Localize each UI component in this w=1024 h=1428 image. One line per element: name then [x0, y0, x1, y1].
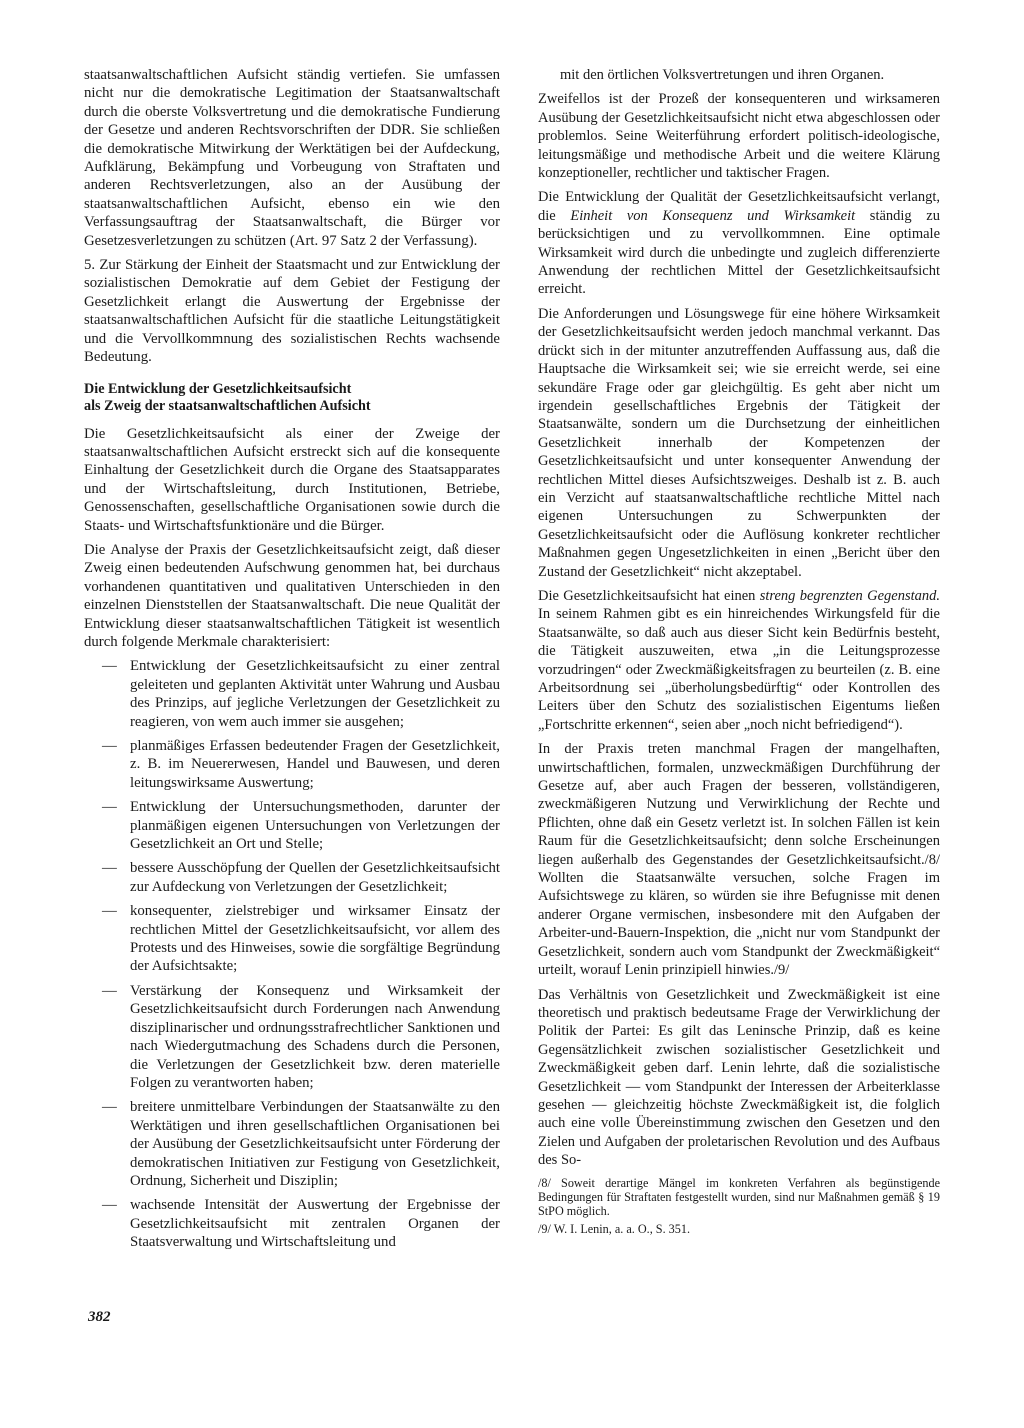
list-item: — Verstärkung der Konsequenz und Wirksamkeit der Gesetzlichkeitsaufsicht durch Forderungen nach Anwendung disziplinarischer und ordnungsstrafrechtlicher Sanktionen und nach Wiedergutmachung des Schadens durch die Personen, die Verletzungen der Gesetzlichkeit bzw. deren materielle Folgen zu verantworten haben;	[84, 982, 500, 1092]
paragraph	[538, 188, 940, 298]
emphasis: streng begrenzten Gegenstand.	[759, 587, 940, 604]
paragraph: In der Praxis treten manchmal Fragen der mangelhaften, unwirtschaftlichen, formalen, unzweckmäßigen Durchführung der Gesetze auf, aber auch Fragen der besseren, vollständigeren, zweckmäßigeren Nutzung und Verwirklichung der Rechte und Pflichten, ohne daß ein Gesetz verletzt ist. In solchen Fällen ist kein Raum für die Gesetzlichkeitsaufsicht; denn solche Erscheinungen liegen außerhalb des Gegenstandes der Gesetzlichkeitsaufsicht./8/ Wollten die Staatsanwälte versuchen, solche Fragen im Aufsichtswege zu klären, so würden sie ihre Befugnisse mit denen anderer Organe vermischen, insbesondere mit den Aufgaben der Arbeiter-und-Bauern-Inspektion, die „nicht nur vom Standpunkt der Gesetzlichkeit, sondern auch vom Standpunkt der Zweckmäßigkeit“ urteilt, worauf Lenin prinzipiell hinwies./9/	[538, 741, 940, 979]
list-item: — Entwicklung der Gesetzlichkeitsaufsicht zu einer zentral geleiteten und geplanten Aktivität unter Wahrung und Ausbau des Prinzips, auf jegliche Verletzungen der Gesetzlichkeit zu reagieren, von wem auch immer sie ausgehen;	[84, 657, 500, 731]
list-item: — breitere unmittelbare Verbindungen der Staatsanwälte zu den Werktätigen und ihren gesellschaftlichen Organisationen bei der Ausübung der Gesetzlichkeitsaufsicht unter Förderung der demokratischen Initiativen zur Festigung von Gesetzlichkeit, Ordnung, Sicherheit und Disziplin;	[84, 1098, 500, 1190]
footnotes	[538, 1176, 940, 1236]
text-run: ständig zu berücksichtigen und zu vervollkommnen. Eine optimale Wirksamkeit wird durch die unbedingte und zugleich differenzierte Anwendung der rechtlichen Mittel der Gesetzlichkeitsaufsicht erreicht.	[538, 207, 940, 298]
section-heading	[84, 381, 500, 415]
paragraph: Das Verhältnis von Gesetzlichkeit und Zweckmäßigkeit ist eine theoretisch und praktisch bedeutsame Frage der Verwirklichung der Politik der Partei: Es gilt das Leninsche Prinzip, daß es keine Gegensätzlichkeit zwischen sozialistischer Gesetzlichkeit und Zweckmäßigkeit geben darf. Lenin lehrte, daß die sozialistische Gesetzlichkeit — vom Standpunkt der Interessen der Arbeiterklasse gesehen — gleichzeitig höchste Zweckmäßigkeit ist, die folglich auch eine volle Übereinstimmung zwischen den Gesetzen und den Zielen und Aufgaben der proletarischen Revolution und des Aufbaus des So-	[538, 986, 940, 1169]
paragraph: staatsanwaltschaftlichen Aufsicht ständig vertiefen. Sie umfassen nicht nur die demokratische Legitimation der Staatsanwaltschaft durch die oberste Volksvertretung und die demokratische Fundierung der Gesetze und anderen Rechtsvorschriften der DDR. Sie schließen die demokratische Mitwirkung der Werktätigen bei der Aufdeckung, Aufklärung, Bekämpfung und Vorbeugung von Straftaten und anderen Rechtsverletzungen, also an der Ausübung der staatsanwaltschaftlichen Aufsicht, ebenso ein wie den Verfassungsauftrag der Staatsanwaltschaft, die Bürger vor Gesetzesverletzungen zu schützen (Art. 97 Satz 2 der Verfassung).	[84, 67, 500, 249]
paragraph: 5. Zur Stärkung der Einheit der Staatsmacht und zur Entwicklung der sozialistischen Demokratie auf dem Gebiet der Festigung der Gesetzlichkeit erlangt die Auswertung der Ergebnisse der staatsanwaltschaftlichen Aufsicht für die staatliche Leitungstätigkeit und die Vervollkommnung des sozialistischen Rechts wachsende Bedeutung.	[84, 257, 500, 366]
paragraph: Zweifellos ist der Prozeß der konsequenteren und wirksameren Ausübung der Gesetzlichkeitsaufsicht nicht etwa abgeschlossen oder problemlos. Seine Weiterführung erfordert politisch-ideologische, leitungsmäßige und methodische Arbeit und die weitere Klärung konzeptioneller, rechtlicher und taktischer Fragen.	[538, 91, 940, 182]
paragraph: Die Analyse der Praxis der Gesetzlichkeitsaufsicht zeigt, daß dieser Zweig einen bedeutenden Aufschwung genommen hat, bei durchaus vorhandenen quantitativen und qualitativen Unterschieden in den einzelnen Dienststellen der Staatsanwaltschaft. Die neue Qualität der Entwicklung dieser staatsanwaltschaftlichen Tätigkeit ist wesentlich durch folgende Merkmale charakterisiert:	[84, 541, 500, 650]
right-column	[538, 66, 940, 1240]
text-run: Die Entwicklung der Qualität der Gesetzlichkeitsaufsicht verlangt, die	[538, 189, 940, 224]
emphasis: Einheit von Konsequenz und Wirksamkeit	[570, 207, 856, 224]
paragraph: Die Gesetzlichkeitsaufsicht als einer der Zweige der staatsanwaltschaftlichen Aufsicht erstreckt sich auf die konsequente Einhaltung der Gesetzlichkeit durch die Organe des Staatsapparates und der Wirtschaftsleitung, durch Institutionen, Betriebe, Genossenschaften, gesellschaftliche Organisationen sowie durch die Staats- und Wirtschaftsfunktionäre und die Bürger.	[84, 425, 500, 534]
list-item: — Entwicklung der Untersuchungsmethoden, darunter der planmäßigen eigenen Untersuchungen von Verletzungen der Gesetzlichkeit an Ort und Stelle;	[84, 798, 500, 853]
list-item: — wachsende Intensität der Auswertung der Ergebnisse der Gesetzlichkeitsaufsicht mit zentralen Organen der Staatsverwaltung und Wirtschaftsleitung und	[84, 1196, 500, 1251]
footnote-9: /9/ W. I. Lenin, a. a. O., S. 351.	[538, 1221, 690, 1236]
paragraph: mit den örtlichen Volksvertretungen und ihren Organen.	[560, 67, 885, 83]
paragraph: Die Anforderungen und Lösungswege für eine höhere Wirksamkeit der Gesetzlichkeitsaufsicht werden jedoch manchmal verkannt. Das drückt sich in der mitunter anzutreffenden Auffassung aus, daß die Hauptsache die Wirksamkeit sei; wie sie erreicht werde, sei eine sekundäre Frage oder gar gleichgültig. Es geht aber nicht um irgendein gesellschaftliches Ergebnis der Tätigkeit der Staatsanwälte, sondern um die Durchsetzung der einheitlichen Gesetzlichkeit innerhalb der Kompetenzen der Gesetzlichkeitsaufsicht und unter konsequenter Anwendung der rechtlichen Mittel dieses Aufsichtszweiges. Deshalb ist z. B. auch ein Verzicht auf staatsanwaltschaftliche rechtliche Mittel nach eigenen Untersuchungen zu Schwerpunkten der Gesetzlichkeitsaufsicht oder die Auflösung konkreter rechtlicher Maßnahmen gegen Ungesetzlichkeiten in einen „Bericht über den Zustand der Gesetzlichkeit“ nicht akzeptabel.	[538, 305, 940, 580]
list-item: — bessere Ausschöpfung der Quellen der Gesetzlichkeitsaufsicht zur Aufdeckung von Verletzungen der Gesetzlichkeit;	[84, 859, 500, 896]
paragraph	[538, 587, 940, 734]
list-item: — planmäßiges Erfassen bedeutender Fragen der Gesetzlichkeit, z. B. im Neuererwesen, Handel und Bauwesen, und deren leitungswirksame Auswertung;	[84, 737, 500, 792]
left-column	[84, 66, 500, 1258]
feature-list	[84, 657, 500, 1251]
text-run: Die Gesetzlichkeitsaufsicht hat einen	[538, 587, 760, 604]
list-item: — konsequenter, zielstrebiger und wirksamer Einsatz der rechtlichen Mittel der Gesetzlichkeitsaufsicht, vor allem des Protests und des Hinweises, sowie die sorgfältige Begründung der Aufsichtsakte;	[84, 902, 500, 976]
footnote-8: /8/ Soweit derartige Mängel im konkreten Verfahren als begünstigende Bedingungen für Straftaten festgestellt wurden, sind nur Maßnahmen gemäß § 19 StPO möglich.	[538, 1175, 940, 1218]
heading-line-2: als Zweig der staatsanwaltschaftlichen Aufsicht	[84, 397, 371, 414]
page-number: 382	[88, 1309, 111, 1325]
heading-line-1: Die Entwicklung der Gesetzlichkeitsaufsicht	[84, 380, 352, 397]
text-run: In seinem Rahmen gibt es ein hinreichendes Wirkungsfeld für die Staatsanwälte, so daß auch aus dieser Sicht kein Bedürfnis besteht, die Tätigkeit auszuweiten, etwa „in die Leitungsprozesse vorzudringen“ oder Zweckmäßigkeitsfragen zu beurteilen (z. B. eine Arbeitsordnung sei „überholungsbedürftig“ oder Kontrollen des Leiters über den Schutz des sozialistischen Eigentums ließen „Fortschritte erkennen“, seien aber „noch nicht befriedigend“).	[538, 606, 940, 733]
